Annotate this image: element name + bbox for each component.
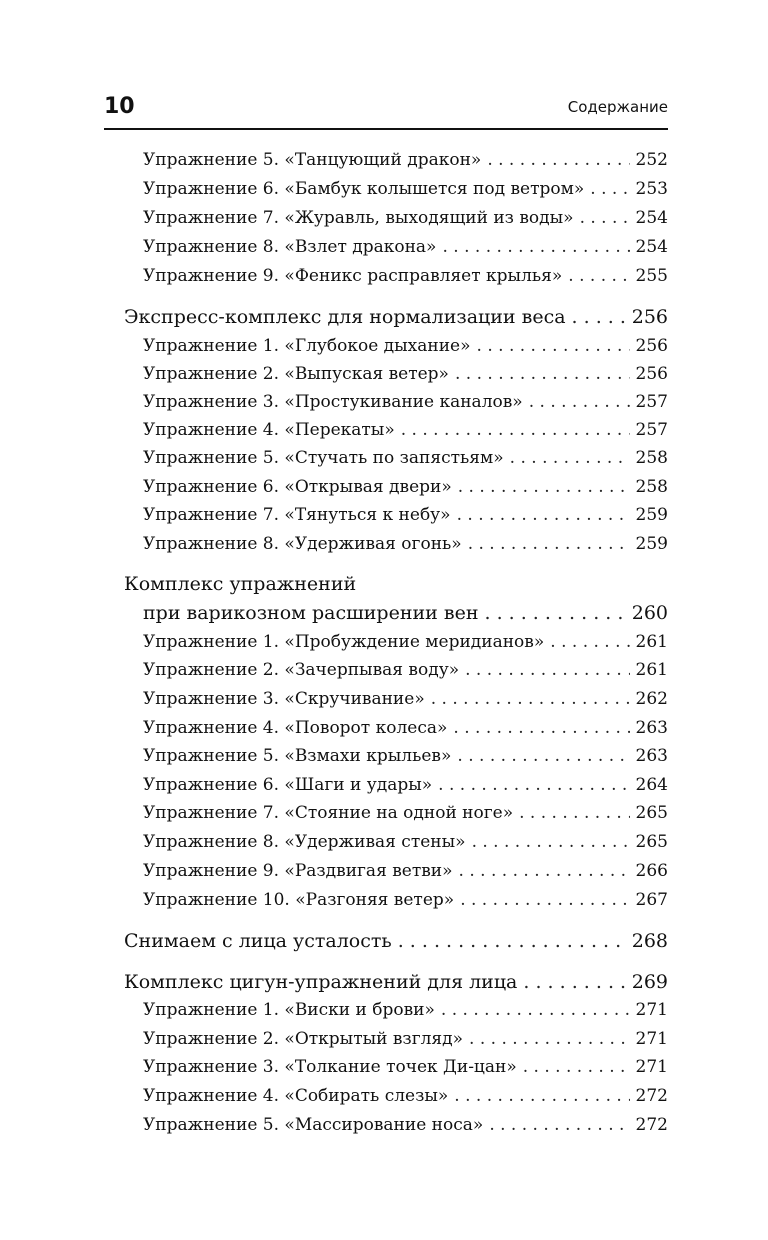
toc-entry-exercise [143, 830, 668, 854]
toc-entry-page-number: 256 [635, 336, 668, 356]
dot-leader [442, 235, 629, 259]
dot-leader [523, 1055, 630, 1079]
dot-leader [580, 206, 630, 230]
toc-entry-title: Упражнение 8. «Взлет дракона» [143, 237, 437, 257]
dot-leader [431, 687, 630, 711]
dot-leader [472, 830, 630, 854]
toc-entry-exercise [143, 532, 668, 556]
toc-entry-page-number: 261 [635, 632, 668, 652]
toc-entry-title: Упражнение 1. «Виски и брови» [143, 1000, 435, 1020]
toc-entry-title: Упражнение 2. «Зачерпывая воду» [143, 660, 460, 680]
toc-entry-title: Упражнение 1. «Пробуждение меридианов» [143, 632, 545, 652]
toc-entry-exercise [143, 687, 668, 711]
toc-entry-page-number: 269 [631, 971, 668, 993]
page-header [104, 88, 668, 130]
toc-entry-exercise [143, 888, 668, 912]
toc-entry-title: Упражнение 2. «Открытый взгляд» [143, 1029, 464, 1049]
toc-entry-title: Упражнение 7. «Стояние на одной ноге» [143, 803, 514, 823]
toc-entry-page-number: 259 [635, 534, 668, 554]
toc-entry-page-number: 268 [631, 930, 668, 952]
toc-entry-title: Упражнение 1. «Глубокое дыхание» [143, 336, 471, 356]
toc-entry-exercise [143, 148, 668, 172]
toc-entry-page-number: 271 [635, 1057, 668, 1077]
dot-leader [484, 601, 625, 625]
dot-leader [453, 716, 629, 740]
dot-leader [519, 801, 629, 825]
running-title: Содержание [567, 98, 668, 116]
toc-entry-title: Упражнение 6. «Бамбук колышется под ветром» [143, 179, 585, 199]
toc-entry-section [124, 970, 668, 994]
toc-entry-exercise [143, 716, 668, 740]
dot-leader [460, 888, 629, 912]
toc-entry-exercise [143, 744, 668, 768]
toc-entry-exercise [143, 630, 668, 654]
toc-entry-page-number: 266 [635, 861, 668, 881]
toc-entry-page-number: 271 [635, 1029, 668, 1049]
toc-entry-title: Упражнение 4. «Перекаты» [143, 420, 395, 440]
dot-leader [457, 503, 630, 527]
toc-entry-page-number: 258 [635, 477, 668, 497]
dot-leader [590, 177, 629, 201]
dot-leader [510, 446, 630, 470]
toc-entry-section [124, 929, 668, 953]
dot-leader [455, 362, 630, 386]
toc-entry-page-number: 256 [635, 364, 668, 384]
toc-entry-page-number: 252 [635, 150, 668, 170]
dot-leader [529, 390, 630, 414]
toc-entry-title: Упражнение 3. «Толкание точек Ди-цан» [143, 1057, 517, 1077]
toc-entry-title: Экспресс-комплекс для нормализации веса [124, 306, 566, 328]
toc-entry-exercise [143, 1027, 668, 1051]
dot-leader [523, 970, 625, 994]
toc-section-heading: Комплекс упражнений [124, 573, 357, 595]
toc-entry-exercise [143, 998, 668, 1022]
toc-entry-exercise [143, 235, 668, 259]
toc-entry-page-number: 259 [635, 505, 668, 525]
dot-leader [441, 998, 630, 1022]
toc-entry-page-number: 267 [635, 890, 668, 910]
toc-entry-page-number: 271 [635, 1000, 668, 1020]
toc-entry-exercise [143, 334, 668, 358]
toc-entry-exercise [143, 1084, 668, 1108]
toc-entry-page-number: 263 [635, 718, 668, 738]
toc-entry-title: Упражнение 9. «Феникс расправляет крылья» [143, 266, 563, 286]
toc-entry-title: Упражнение 10. «Разгоняя ветер» [143, 890, 455, 910]
toc-entry-title: при варикозном расширении вен [143, 602, 479, 624]
dot-leader [468, 532, 630, 556]
toc-entry-page-number: 257 [635, 392, 668, 412]
toc-entry-exercise [143, 418, 668, 442]
toc-entry-page-number: 254 [635, 237, 668, 257]
toc-entry-title: Упражнение 9. «Раздвигая ветви» [143, 861, 453, 881]
toc-entry-title: Упражнение 5. «Стучать по запястьям» [143, 448, 504, 468]
toc-entry-title: Упражнение 7. «Журавль, выходящий из воды» [143, 208, 574, 228]
toc-entry-exercise [143, 859, 668, 883]
toc-entry-title: Упражнение 8. «Удерживая стены» [143, 832, 466, 852]
dot-leader [572, 305, 626, 329]
dot-leader [568, 264, 629, 288]
toc-entry-title: Комплекс цигун-упражнений для лица [124, 971, 518, 993]
dot-leader [459, 859, 630, 883]
page-number: 10 [104, 94, 135, 119]
toc-entry-title: Упражнение 2. «Выпуская ветер» [143, 364, 449, 384]
toc-entry-page-number: 263 [635, 746, 668, 766]
toc-entry-section [143, 601, 668, 625]
dot-leader [550, 630, 629, 654]
toc-entry-exercise [143, 446, 668, 470]
toc-entry-exercise [143, 177, 668, 201]
toc-entry-exercise [143, 658, 668, 682]
toc-entry-exercise [143, 801, 668, 825]
toc-entry-page-number: 255 [635, 266, 668, 286]
toc-entry-page-number: 272 [635, 1115, 668, 1135]
toc-entry-page-number: 254 [635, 208, 668, 228]
dot-leader [438, 773, 629, 797]
toc-entry-title: Упражнение 5. «Взмахи крыльев» [143, 746, 452, 766]
toc-entry-page-number: 260 [631, 602, 668, 624]
dot-leader [398, 929, 626, 953]
toc-entry-page-number: 262 [635, 689, 668, 709]
toc-entry-title: Упражнение 4. «Собирать слезы» [143, 1086, 449, 1106]
toc-entry-title: Упражнение 5. «Танцующий дракон» [143, 150, 482, 170]
toc-entry-page-number: 258 [635, 448, 668, 468]
dot-leader [458, 475, 630, 499]
toc-entry-exercise [143, 264, 668, 288]
dot-leader [465, 658, 629, 682]
dot-leader [487, 148, 629, 172]
toc-entry-exercise [143, 503, 668, 527]
toc-entry-page-number: 265 [635, 832, 668, 852]
toc-entry-page-number: 256 [631, 306, 668, 328]
toc-entry-title: Упражнение 3. «Скручивание» [143, 689, 425, 709]
dot-leader [401, 418, 630, 442]
toc-entry-title: Упражнение 3. «Простукивание каналов» [143, 392, 523, 412]
toc-entry-page-number: 264 [635, 775, 668, 795]
toc-entry-exercise [143, 773, 668, 797]
toc-entry-section [124, 305, 668, 329]
toc-entry-exercise [143, 1055, 668, 1079]
dot-leader [457, 744, 629, 768]
toc-entry-title: Упражнение 6. «Открывая двери» [143, 477, 452, 497]
toc-entry-exercise [143, 1113, 668, 1137]
toc-entry-title: Упражнение 6. «Шаги и удары» [143, 775, 433, 795]
toc-entry-exercise [143, 362, 668, 386]
toc-entry-page-number: 253 [635, 179, 668, 199]
toc-entry-exercise [143, 206, 668, 230]
toc-entry-page-number: 272 [635, 1086, 668, 1106]
toc-entry-title: Упражнение 8. «Удерживая огонь» [143, 534, 462, 554]
toc-entry-title: Снимаем с лица усталость [124, 930, 392, 952]
toc-entry-page-number: 265 [635, 803, 668, 823]
dot-leader [469, 1027, 630, 1051]
toc-entry-page-number: 261 [635, 660, 668, 680]
toc-entry-title: Упражнение 7. «Тянуться к небу» [143, 505, 451, 525]
toc-entry-title: Упражнение 4. «Поворот колеса» [143, 718, 448, 738]
dot-leader [489, 1113, 629, 1137]
dot-leader [454, 1084, 629, 1108]
toc-entry-page-number: 257 [635, 420, 668, 440]
toc-entry-title: Упражнение 5. «Массирование носа» [143, 1115, 484, 1135]
toc-entry-exercise [143, 475, 668, 499]
toc-entry-exercise [143, 390, 668, 414]
dot-leader [477, 334, 630, 358]
